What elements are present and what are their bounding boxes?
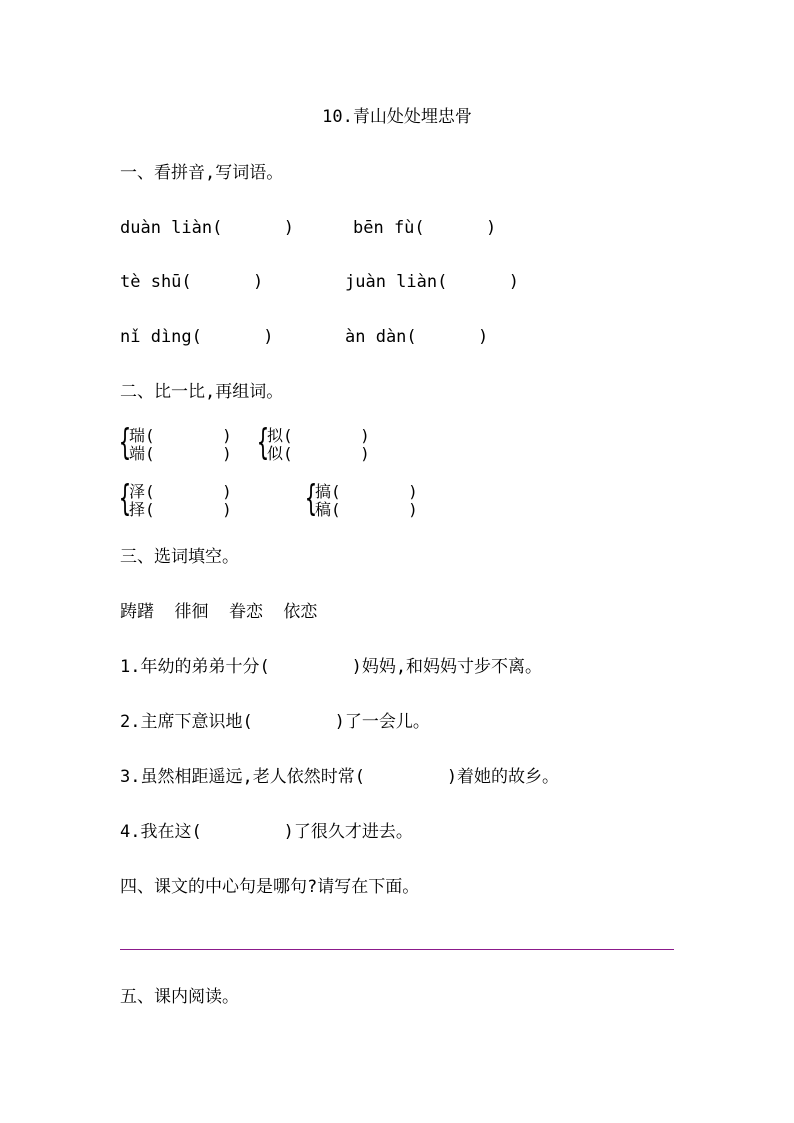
- pinyin-item-6: àn dàn( ): [345, 327, 489, 347]
- brace-icon: {: [119, 478, 131, 519]
- pinyin-item-2: bēn fù( ): [353, 218, 497, 238]
- compare-word: 瑞( ): [129, 426, 232, 445]
- fill-item-4: 4.我在这( )了很久才进去。: [120, 822, 413, 842]
- page-title: 10.青山处处埋忠骨: [322, 107, 472, 127]
- fill-item-3: 3.虽然相距遥远,老人依然时常( )着她的故乡。: [120, 767, 560, 787]
- section-5-heading: 五、课内阅读。: [120, 987, 239, 1007]
- section-3-heading: 三、选词填空。: [120, 547, 239, 567]
- compare-word: 泽( ): [129, 482, 232, 501]
- compare-word: 稿( ): [315, 500, 418, 519]
- compare-word: 择( ): [129, 500, 232, 519]
- pinyin-item-1: duàn liàn( ): [120, 218, 294, 238]
- compare-word: 搞( ): [315, 482, 418, 501]
- word-bank: 踌躇 徘徊 眷恋 依恋: [120, 602, 318, 622]
- pinyin-item-3: tè shū( ): [120, 272, 264, 292]
- answer-line[interactable]: [120, 949, 674, 950]
- section-1-heading: 一、看拼音,写词语。: [120, 163, 284, 183]
- fill-item-2: 2.主席下意识地( )了一会儿。: [120, 712, 430, 732]
- compare-word: 拟( ): [267, 426, 370, 445]
- compare-word: 端( ): [129, 444, 232, 463]
- pinyin-item-5: nǐ dìng( ): [120, 327, 274, 347]
- compare-word: 似( ): [267, 444, 370, 463]
- section-4-heading: 四、课文的中心句是哪句?请写在下面。: [120, 877, 420, 897]
- brace-icon: {: [119, 422, 131, 463]
- section-2-heading: 二、比一比,再组词。: [120, 382, 284, 402]
- brace-icon: {: [305, 478, 317, 519]
- brace-icon: {: [257, 422, 269, 463]
- fill-item-1: 1.年幼的弟弟十分( )妈妈,和妈妈寸步不离。: [120, 657, 543, 677]
- pinyin-item-4: juàn liàn( ): [345, 272, 519, 292]
